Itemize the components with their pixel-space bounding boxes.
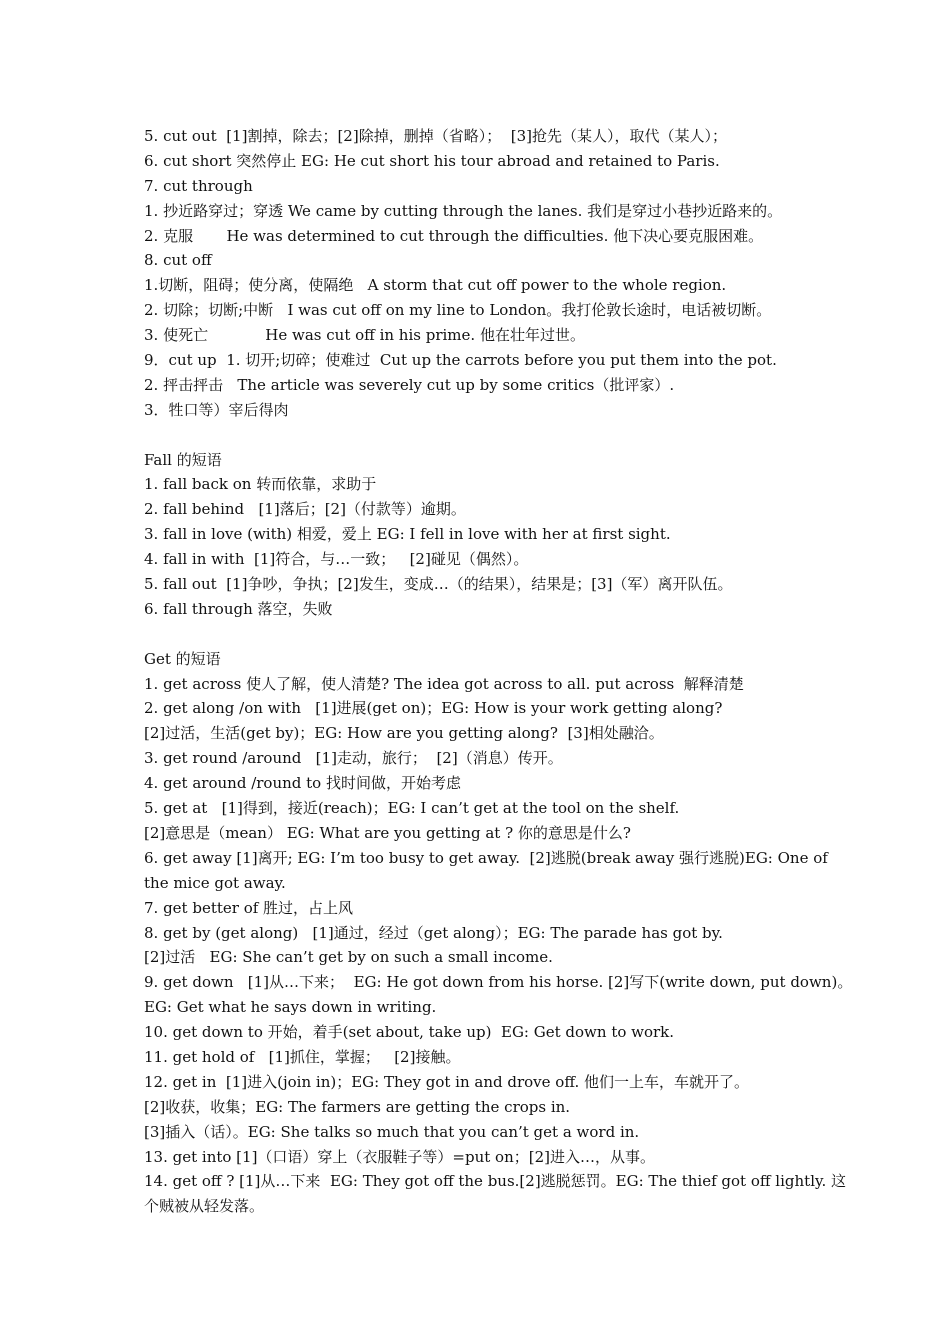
text-line: 1.切断，阻碍；使分离，使隔绝 A storm that cut off power to the whole region. [144,276,727,295]
text-line: 13. get into [1]（口语）穿上（衣服鞋子等）=put on；[2]进入…，从事。 [144,1147,655,1166]
text-line: 4. get around /round to 找时间做，开始考虑 [144,774,461,793]
text-line: EG: Get what he says down in writing. [144,998,437,1017]
text-line: 2. 克服 He was determined to cut through the difficulties. 他下决心要克服困难。 [144,226,764,245]
text-line: 8. get by (get along) [1]通过，经过（get along）；EG: The parade has got by. [144,923,723,942]
text-line: 6. get away [1]离开; EG: I’m too busy to get away. [2]逃脱(break away 强行逃脱)EG: One of [144,848,828,867]
text-line: 1. 抄近路穿过；穿透 We came by cutting through the lanes. 我们是穿过小巷抄近路来的。 [144,201,783,220]
text-line: 7. get better of 胜过，占上风 [144,898,354,917]
text-line: [2]过活，生活(get by)；EG: How are you getting along? [3]相处融洽。 [144,724,664,743]
text-line: [2]过活 EG: She can’t get by on such a small income. [144,948,553,967]
text-line: 2. get along /on with [1]进展(get on)；EG: How is your work getting along? [144,699,723,718]
text-line: 5. cut out [1]割掉，除去；[2]除掉，删掉（省略）； [3]抢先（某人），取代（某人）； [144,127,727,145]
text-line: 2. 切除；切断;中断 I was cut off on my line to London。我打伦敦长途时，电话被切断。 [144,301,772,320]
text-line: 9．cut up 1. 切开;切碎；使难过 Cut up the carrots before you put them into the pot. [144,351,777,370]
blank-line [144,622,812,647]
text-line: 9. get down [1]从…下来； EG: He got down from his horse. [2]写下(write down, put down)。 [144,973,853,992]
text-line: 1. fall back on 转而依靠，求助于 [144,475,377,494]
section-heading-fall: Fall 的短语 [144,450,222,469]
text-line: 3. 使死亡 He was cut off in his prime. 他在壮年过世。 [144,326,585,345]
text-line: 8. cut off [144,251,212,270]
text-line: 2. 抨击抨击 The article was severely cut up by some critics（批评家）. [144,375,675,394]
text-line: 12. get in [1]进入(join in)；EG: They got in and drove off. 他们一上车，车就开了。 [144,1072,749,1091]
text-line: 3．牲口等）宰后得肉 [144,400,289,419]
text-line: 3. get round /around [1]走动，旅行； [2]（消息）传开。 [144,749,563,768]
text-line: 3. fall in love (with) 相爱，爱上 EG: I fell in love with her at first sight. [144,525,671,544]
text-line: 个贼被从轻发落。 [144,1197,265,1216]
text-line: 7. cut through [144,176,253,195]
text-line: 4. fall in with [1]符合，与…一致； [2]碰见（偶然）。 [144,550,529,569]
text-line: 5. get at [1]得到，接近(reach)；EG: I can’t get at the tool on the shelf. [144,799,680,818]
document-body [144,124,853,1219]
text-line: [2]收获，收集；EG: The farmers are getting the crops in. [144,1097,571,1116]
text-line: 2. fall behind [1]落后；[2]（付款等）逾期。 [144,500,466,519]
text-line: [3]插入（话）。EG: She talks so much that you can’t get a word in. [144,1122,640,1141]
text-line: the mice got away. [144,873,286,892]
text-line: 5. fall out [1]争吵，争执；[2]发生，变成…（的结果），结果是；[3]（军）离开队伍。 [144,575,733,594]
text-line: 11. get hold of [1]抓住，掌握； [2]接触。 [144,1047,461,1066]
section-heading-get: Get 的短语 [144,649,221,668]
text-line: 10. get down to 开始，着手(set about, take up) EG: Get down to work. [144,1023,675,1042]
text-line: 1. get across 使人了解，使人清楚? The idea got across to all. put across 解释清楚 [144,674,744,693]
text-line: 6. cut short 突然停止 EG: He cut short his tour abroad and retained to Paris. [144,151,720,170]
blank-line [144,423,812,448]
text-line: 6. fall through 落空，失败 [144,599,333,618]
text-line: 14. get off ? [1]从…下来 EG: They got off the bus.[2]逃脱惩罚。EG: The thief got off lightly. 这 [144,1172,847,1191]
text-line: [2]意思是（mean） EG: What are you getting at ? 你的意思是什么? [144,823,631,842]
